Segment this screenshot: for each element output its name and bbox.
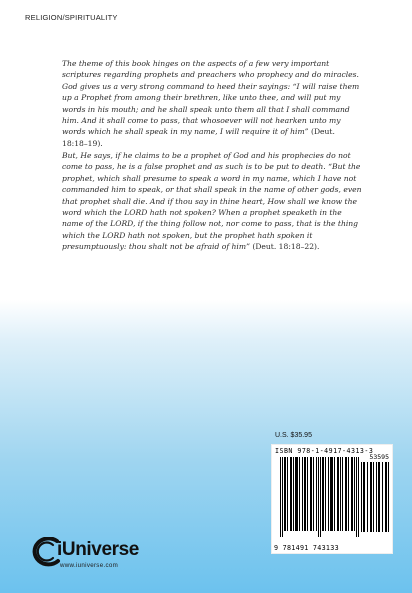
price-code: 53595 — [369, 453, 389, 461]
barcode-block — [271, 432, 393, 554]
blurb-paragraph-1 — [62, 58, 362, 149]
blurb-paragraph-1-text: The theme of this book hinges on the aspects of a few very important scriptures regarding prophets and preachers who prophecy and do miracles. God gives us a very strong command to heed their sayings: “I will raise them up a Prophet from among their brethren, like unto thee, and will put my words in his mouth; and he shall speak unto them all that I shall command him. And it shall come to pass, that whosoever will not hearken unto my words which he shall speak in my name, I will require it of him” — [62, 59, 360, 137]
ean-digits: 9 781491 743133 — [274, 544, 339, 552]
blurb-paragraph-2-text: But, He says, if he claims to be a prophet of God and his prophecies do not come to pass, he is a false prophet and as such is to be put to death. “But the prophet, which shall presume to speak a word in my name, which I have not commanded him to speak, or that shall speak in the name of other gods, even that prophet shall die. And if thou say in thine heart, How shall we know the word which the LORD hath not spoken? When a prophet speaketh in the name of the LORD, if the thing follow not, nor come to pass, that is the thing which the LORD hath not spoken, but the prophet hath spoken it presumptuously: thou shalt not be afraid of him” — [62, 151, 362, 252]
blurb-paragraph-2 — [62, 150, 362, 253]
category-label: RELIGION/SPIRITUALITY — [25, 13, 118, 22]
isbn-label: ISBN 978-1-4917-4313-3 — [275, 447, 374, 455]
isbn-barcode — [271, 444, 393, 554]
iuniverse-swoosh-icon — [27, 537, 61, 567]
publisher-logo — [27, 537, 167, 577]
publisher-name: iUniverse — [57, 539, 139, 560]
price-barcode-bars — [361, 462, 389, 532]
blurb-paragraph-2-citation: (Deut. 18:18–22). — [249, 242, 320, 252]
publisher-url: www.iuniverse.com — [60, 562, 119, 569]
price-label: U.S. $35.95 — [275, 432, 312, 439]
blurb-paragraph-1-citation: (Deut. 18:18–19). — [62, 127, 335, 148]
barcode-bars — [280, 457, 360, 537]
